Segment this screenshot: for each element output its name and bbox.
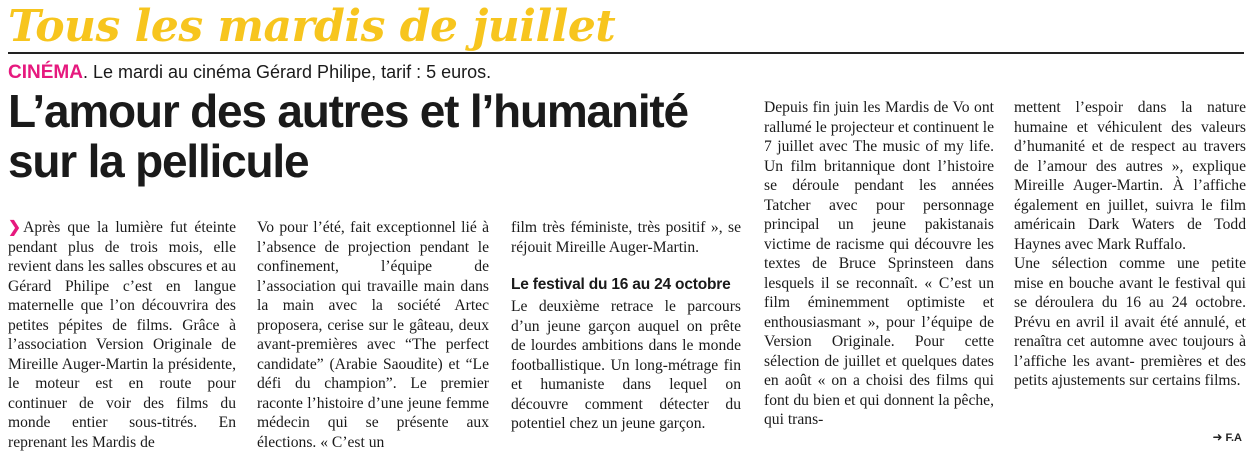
paragraph-text: Après que la lumière fut éteinte pendant plus de trois mois, elle revient dans les salles obscures et au Gérard Philipe c’est en langue maternelle que l’on découvrira des petites pépites de films. Grâce à l’association Version Originale de Mireille Auger-Martin la présidente, le moteur est en route pour continuer de voir des films du monde entier sous-titrés. En reprenant les Mardis de bbox=[8, 219, 236, 451]
kicker-title: Tous les mardis de juillet bbox=[8, 1, 616, 52]
article-column-2 bbox=[257, 218, 489, 452]
author-signature bbox=[1212, 430, 1242, 444]
arrow-icon: ➜ bbox=[1212, 430, 1223, 444]
article-column-3 bbox=[511, 218, 741, 434]
article-column-1 bbox=[8, 218, 236, 452]
chevron-right-icon: ❯ bbox=[8, 219, 22, 236]
paragraph-text: Depuis fin juin les Mardis de Vo ont rallumé le projecteur et continuent le 7 juillet avec The music of my life. Un film britannique dont l’histoire se déroule pendant les années Tatcher avec pour personnage principal un jeune pakistanais victime de racisme qui découvre les textes de Bruce Sprinsteen dans lesquels il se reconnaît. « C’est un film éminemment optimiste et enthousiasmant », pour l’équipe de Version Originale. Pour cette sélection de juillet et quelques dates en août « on a choisi des films qui font du bien et qui donnent la pêche, qui trans- bbox=[764, 99, 994, 428]
paragraph-text: Le deuxième retrace le parcours d’un jeune garçon auquel on prête de lourdes ambitions dans le monde footballistique. Un long-métrage fin et humaniste dans lequel on découvre comment détecter du potentiel chez un jeune garçon. bbox=[511, 298, 741, 432]
article-column-5 bbox=[1014, 98, 1246, 391]
paragraph-text: mettent l’espoir dans la nature humaine et véhiculent des valeurs d’humanité et de respect au travers de l’amour des autres », explique Mireille Auger-Martin. À l’affiche également en juillet, suivra le film américain Dark Waters de Todd Haynes avec Mark Ruffalo. bbox=[1014, 99, 1246, 253]
headline: L’amour des autres et l’humanité sur la pellicule bbox=[8, 85, 688, 187]
dek-line bbox=[8, 60, 491, 85]
paragraph-text: film très féministe, très positif », se réjouit Mireille Auger-Martin. bbox=[511, 219, 741, 256]
signature-text: F.A bbox=[1225, 432, 1242, 444]
paragraph-text: Vo pour l’été, fait exceptionnel lié à l’absence de projection pendant le confinement, l’équipe de l’association qui travaille main dans la main avec la société Artec proposera, cerise sur le gâteau, deux avant-premières avec “The perfect candidate” (Arabie Saoudite) et “Le défi du champion”. Le premier raconte l’histoire d’une jeune femme médecin qui se présente aux élections. « C’est un bbox=[257, 219, 489, 451]
section-subhead: Le festival du 16 au 24 octobre bbox=[511, 276, 731, 293]
paragraph-text: Une sélection comme une petite mise en bouche avant le festival qui se déroulera du 16 au 24 octobre. Prévu en avril il avait été annulé, et renaîtra cet automne avec toujours à l’affiche les avant- premières et des petits ajustements sur certains films. bbox=[1014, 255, 1246, 389]
article-column-4 bbox=[764, 98, 994, 430]
kicker-rule bbox=[8, 52, 1244, 54]
rubric-label: CINÉMA bbox=[8, 62, 83, 83]
dek-text: . Le mardi au cinéma Gérard Philipe, tarif : 5 euros. bbox=[82, 62, 492, 82]
